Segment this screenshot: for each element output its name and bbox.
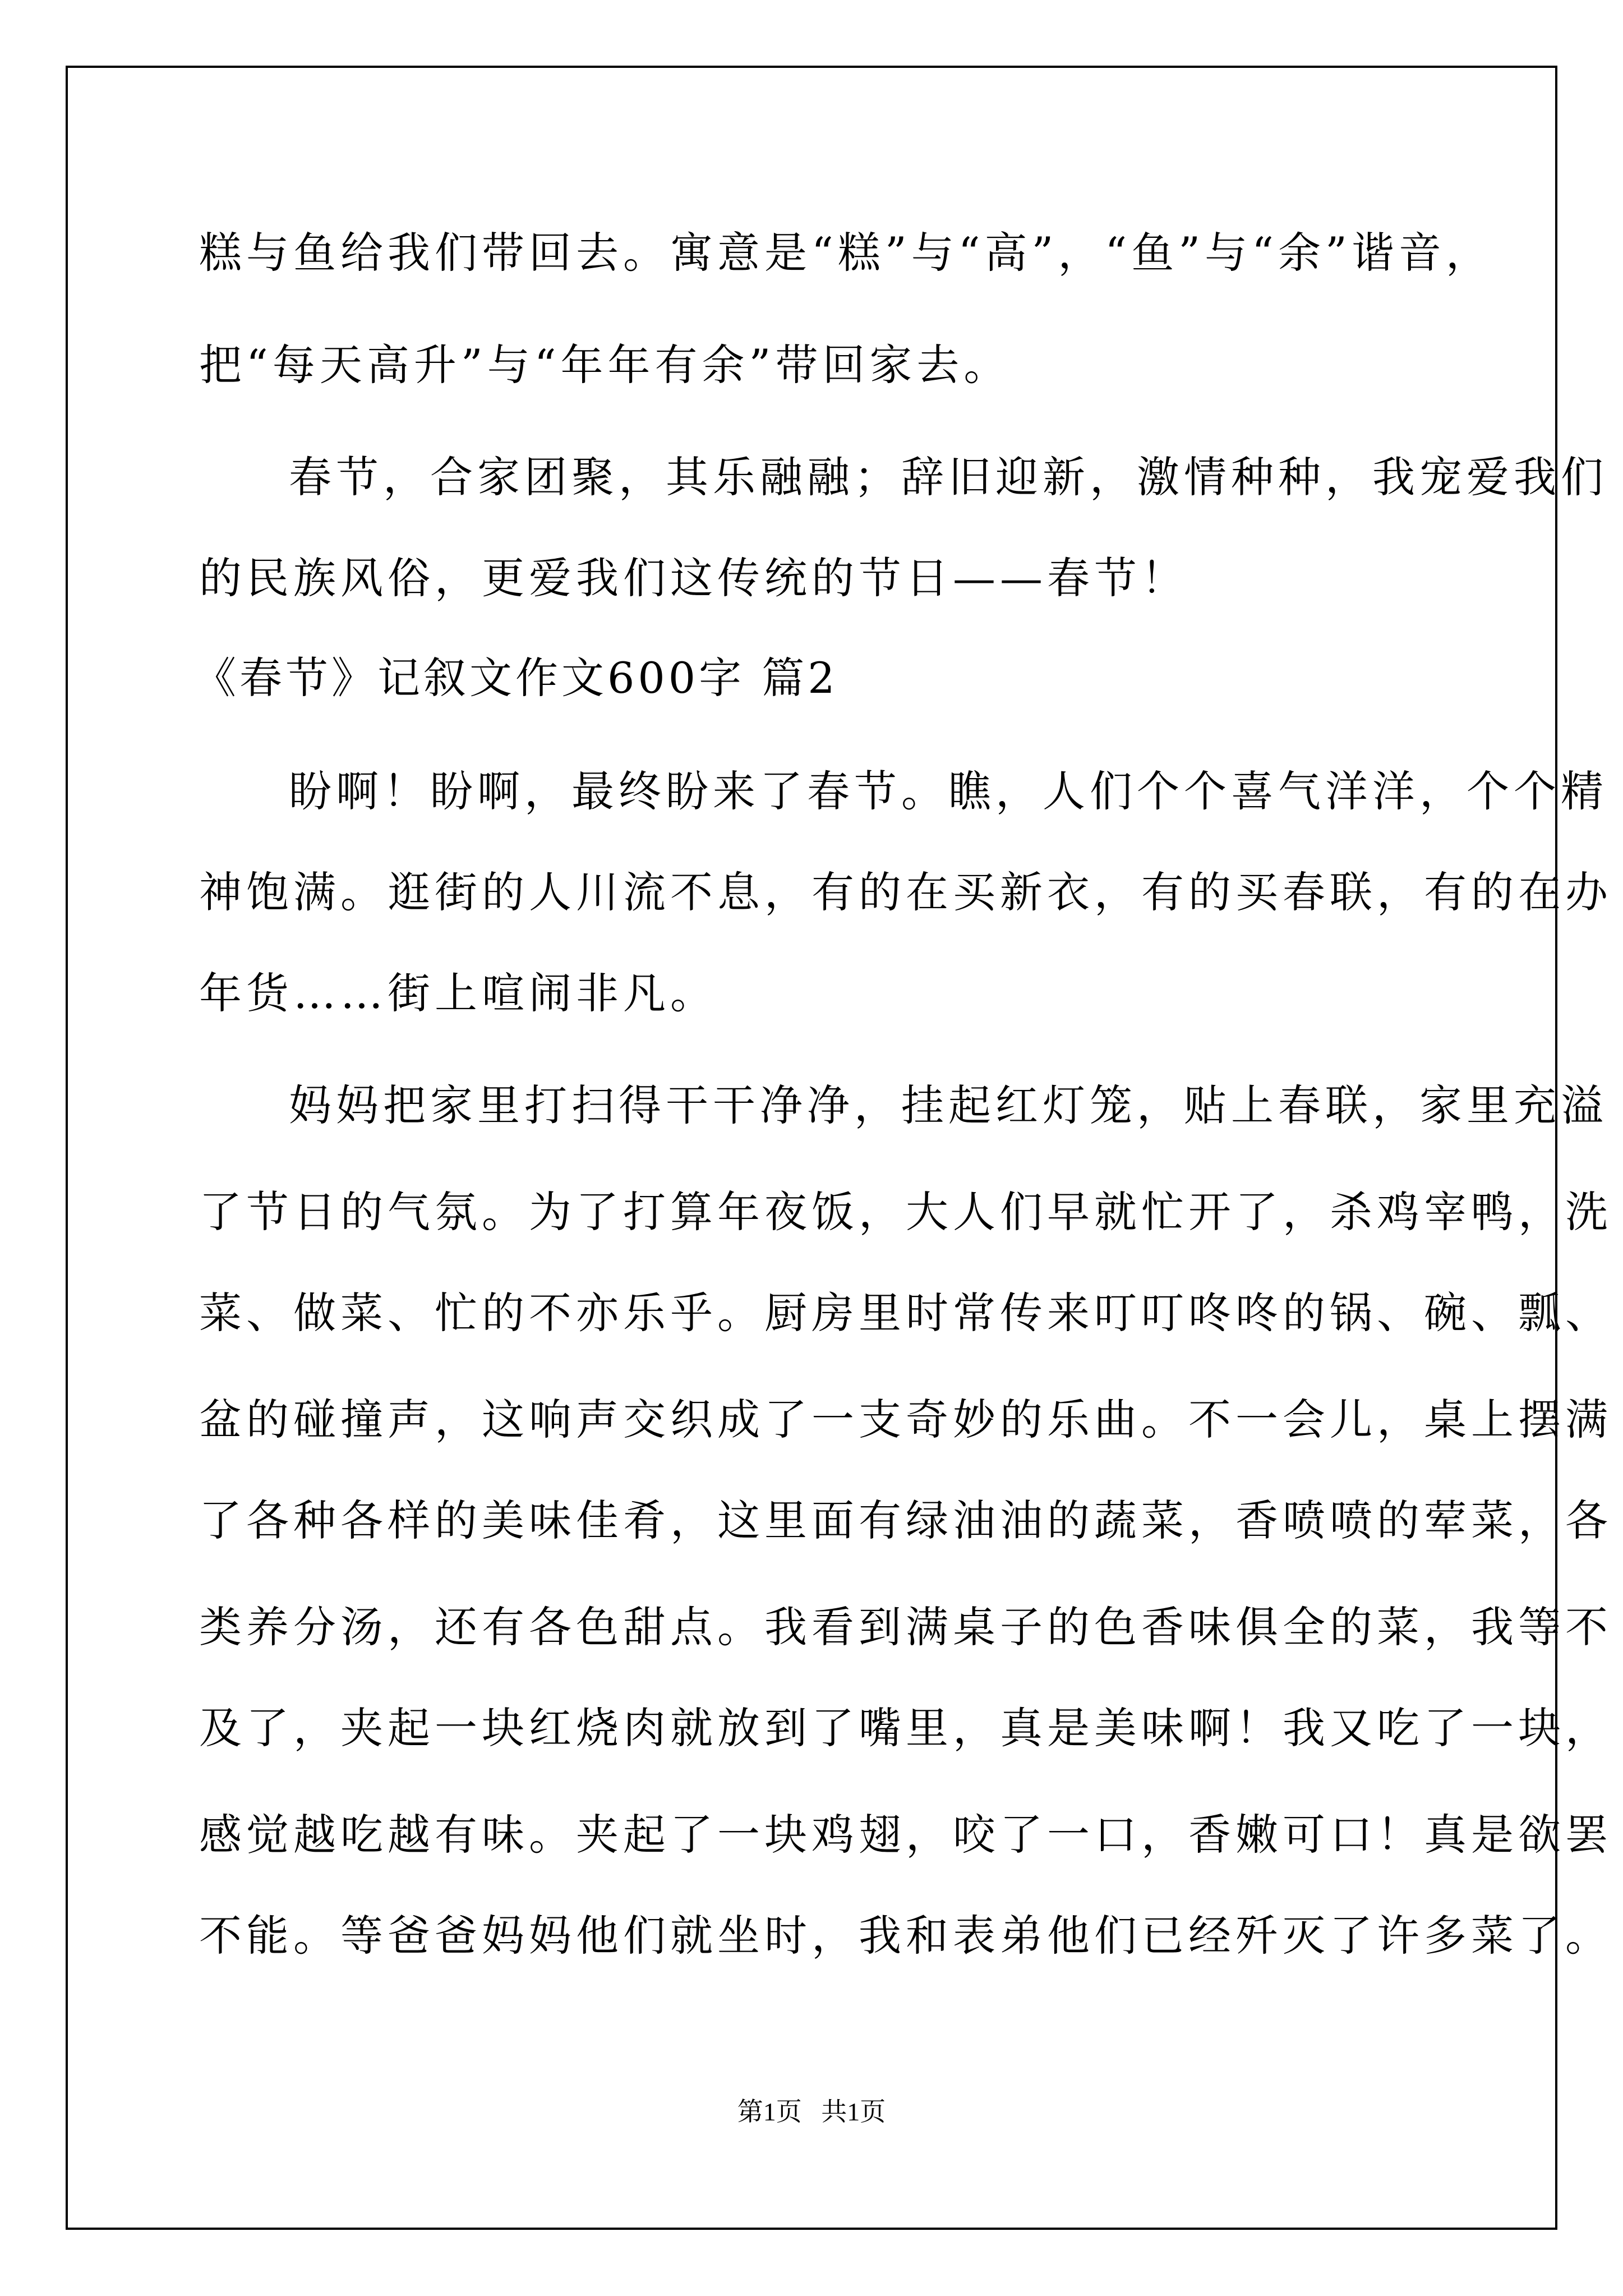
paragraph-line: 了节日的气氛。为了打算年夜饭，大人们早就忙开了，杀鸡宰鸭，洗 — [199, 1187, 1612, 1237]
paragraph-line: 不能。等爸爸妈妈他们就坐时，我和表弟他们已经歼灭了许多菜了。 — [199, 1911, 1612, 1961]
paragraph-line: 神饱满。逛街的人川流不息，有的在买新衣，有的买春联，有的在办 — [199, 867, 1612, 917]
paragraph-line: 的民族风俗，更爱我们这传统的节日——春节！ — [199, 553, 1188, 603]
paragraph-line: 春节，合家团聚，其乐融融；辞旧迎新，激情种种，我宠爱我们 — [289, 452, 1608, 502]
section-heading: 《春节》记叙文作文600字 篇2 — [193, 653, 838, 703]
page-footer: 第1页 共1页 — [737, 2097, 886, 2126]
paragraph-line: 了各种各样的美味佳肴，这里面有绿油油的蔬菜，香喷喷的荤菜，各 — [199, 1496, 1612, 1545]
paragraph-line: 糕与鱼给我们带回去。寓意是“糕”与“高”，“鱼”与“余”谐音， — [199, 228, 1493, 278]
paragraph-line: 菜、做菜、忙的不亦乐乎。厨房里时常传来叮叮咚咚的锅、碗、瓢、 — [199, 1288, 1612, 1338]
paragraph-line: 感觉越吃越有味。夹起了一块鸡翅，咬了一口，香嫩可口！真是欲罢 — [199, 1810, 1612, 1860]
paragraph-line: 把“每天高升”与“年年有余”带回家去。 — [199, 340, 1011, 390]
paragraph-line: 年货……街上喧闹非凡。 — [199, 968, 717, 1018]
paragraph-line: 盼啊！盼啊，最终盼来了春节。瞧，人们个个喜气洋洋，个个精 — [289, 766, 1608, 816]
paragraph-line: 类养分汤，还有各色甜点。我看到满桌子的色香味俱全的菜，我等不 — [199, 1602, 1612, 1652]
paragraph-line: 及了，夹起一块红烧肉就放到了嘴里，真是美味啊！我又吃了一块， — [199, 1703, 1612, 1753]
paragraph-line: 盆的碰撞声，这响声交织成了一支奇妙的乐曲。不一会儿，桌上摆满 — [199, 1395, 1612, 1444]
paragraph-line: 妈妈把家里打扫得干干净净，挂起红灯笼，贴上春联，家里充溢 — [289, 1080, 1608, 1130]
